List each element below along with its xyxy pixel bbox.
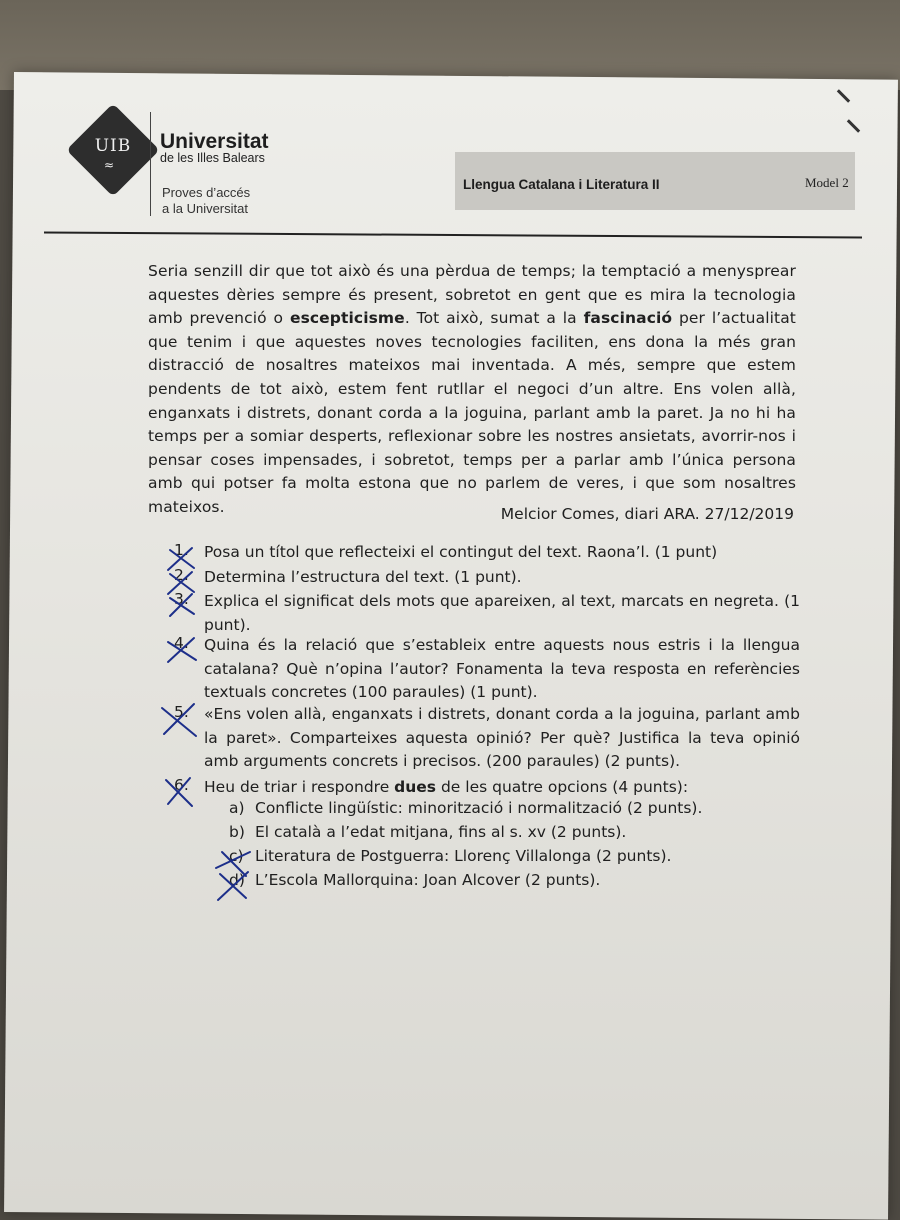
bold-word: escepticisme [289,309,405,328]
question-5: «Ens volen allà, enganxats i distrets, donant corda a la joguina, parlant amb la paret». Comparteixes aquesta opinió? Per què? Justifica la teva opinió amb arguments concrets i precisos. (200 paraules) (2 punts). [204,705,800,770]
text-part: per l’actualitat que tenim i que aquestes noves tecnologies faciliten, ens dona la més gran distracció de nosaltres mateixos mai inventada. A més, sempre que estem pendents de tot això, estem fent rutllar el negoci d’un altre. Ens volen allà, enganxats i distrets, donant corda a la joguina, parlant amb la paret. Ja no hi ha temps per a somiar desperts, reflexionar sobre les nostres ansietats, avorrir-nos i pensar coses impensades, i sobretot, temps per a parlar amb l’única persona amb qui potser fa molta estona que no parlem de veres, i que som nosaltres mateixos. [148,309,796,516]
question-number: 3. [174,590,189,608]
uib-logo-text: UIB [94,136,132,156]
option-a [229,799,702,817]
option-d [229,871,600,889]
text-source: Melcior Comes, diari ARA. 27/12/2019 [500,505,794,523]
option-text: Conflicte lingüístic: minorització i normalització (2 punts). [255,799,703,817]
question-number: 6. [174,776,189,794]
option-letter: c) [229,847,244,865]
question-4: Quina és la relació que s’estableix entre aquests nous estris i la llengua catalana? Què n’opina l’autor? Fonamenta la teva resposta en referències textuals concretes (100 paraules) (1 punt). [204,636,800,701]
text-part: Heu de triar i respondre [204,778,395,796]
text-part: Seria senzill dir que tot això és una pèrdua de temps; la temptació a menysprear aquestes dèries sempre és present, sobretot en gent que es mira la tecnologia amb prevenció o [148,262,796,328]
exam-text [148,260,796,520]
text-part: . Tot això, sumat a la [404,309,584,328]
university-name: Universitat [160,130,269,153]
option-letter: d) [229,871,245,889]
question-number: 5. [174,703,189,721]
option-text: L’Escola Mallorquina: Joan Alcover (2 punts). [255,871,601,889]
university-subtitle: de les Illes Balears [160,151,265,165]
text-part: de les quatre opcions (4 punts): [436,778,689,796]
option-c [229,847,671,865]
proves-line-1: Proves d’accés [162,185,251,200]
option-text: El català a l’edat mitjana, fins al s. xv (2 punts). [255,823,627,841]
model-label: Model 2 [805,175,849,190]
question-number: 4. [174,634,189,652]
option-b [229,823,626,841]
option-text: Literatura de Postguerra: Llorenç Villalonga (2 punts). [255,847,672,865]
question-2: Determina l’estructura del text. (1 punt). [204,568,522,586]
subject-title: Llengua Catalana i Literatura II [463,177,660,192]
bold-word: fascinació [583,309,673,328]
question-number: 1. [174,541,189,559]
proves-line-2: a la Universitat [162,201,248,216]
uib-logo-wave-icon: ≈ [104,158,115,172]
proves-label [162,185,250,217]
question-1: Posa un títol que reflecteixi el contingut del text. Raona’l. (1 punt) [204,543,718,561]
question-6 [204,776,800,800]
question-number: 2. [174,566,189,584]
option-letter: b) [229,823,245,841]
option-letter: a) [229,799,245,817]
header-divider [150,112,151,216]
question-3: Explica el significat dels mots que apareixen, al text, marcats en negreta. (1 punt). [204,592,800,634]
bold-word: dues [394,778,437,796]
